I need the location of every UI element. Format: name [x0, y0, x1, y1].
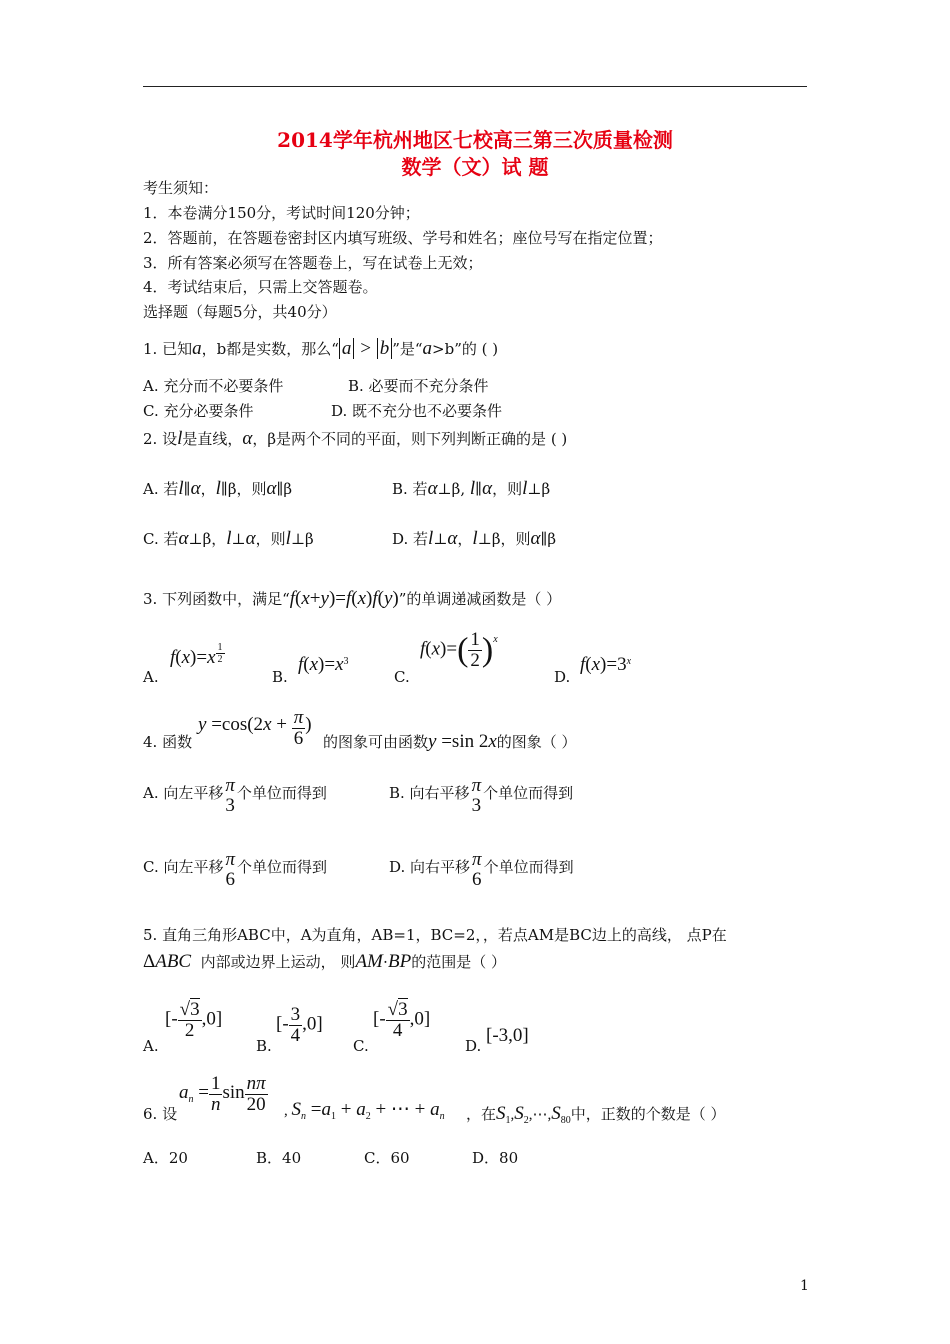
q5-option-d-formula: [-3,0]: [486, 1025, 529, 1046]
q2-option-d: D. 若l⊥α，l⊥β，则α∥β: [392, 528, 557, 549]
q4-option-d: D. 向右平移 π 6 个单位而得到: [389, 849, 574, 890]
q2-option-a: A. 若l∥α，l∥β，则α∥β: [143, 478, 293, 499]
question-3: 3. 下列函数中，满足“f(x+y)=f(x)f(y)”的单调递减函数是（ ）: [143, 588, 562, 609]
q3-option-b-label: B.: [272, 668, 288, 686]
q3-option-c-label: C.: [394, 668, 410, 686]
question-6-label: 6. 设: [143, 1105, 178, 1123]
question-2: 2. 设l是直线，α，β是两个不同的平面，则下列判断正确的是 ( ): [143, 428, 568, 449]
question-4-label: 4. 函数: [143, 733, 193, 751]
q1-option-d: D. 既不充分也不必要条件: [331, 402, 503, 420]
top-rule: [143, 86, 807, 87]
page-number: 1: [800, 1278, 809, 1294]
q5-option-b-label: B.: [256, 1037, 272, 1055]
q2-option-b: B. 若α⊥β, l∥α，则l⊥β: [392, 478, 551, 499]
question-4-text-2: 的图象可由函数y =sin 2x的图象（ ）: [323, 731, 577, 752]
q5-option-b-formula: [- $\frac{3}{4}$ ,0]: [276, 1004, 323, 1046]
q3-option-c-formula: f(x)=( $\frac{1}{2}$ )$^x$: [420, 629, 498, 671]
q6-option-c: C．60: [364, 1149, 410, 1167]
q4-option-c: C. 向左平移 π 6 个单位而得到: [143, 849, 328, 890]
instructions-heading: 考生须知：: [143, 179, 219, 197]
q3-option-d-label: D.: [554, 668, 571, 686]
q1-option-b: B. 必要而不充分条件: [348, 377, 489, 395]
question-6-formula-sn: , $S_n =a_1 + a_2$ + ⋯ + $a_n$: [284, 1099, 445, 1122]
q3-option-b-formula: $f(x)=x^3$: [298, 654, 349, 675]
instruction-item-1: 1．本卷满分150分，考试时间120分钟；: [143, 204, 420, 222]
q6-option-d: D．80: [472, 1149, 519, 1167]
title-line-2: 数学（文）试 题: [401, 155, 549, 179]
instruction-item-4: 4．考试结束后，只需上交答题卷。: [143, 278, 378, 296]
q6-option-b: B．40: [256, 1149, 302, 1167]
instruction-item-3: 3．所有答案必须写在答题卷上，写在试卷上无效；: [143, 254, 483, 272]
q1-option-c: C. 充分必要条件: [143, 402, 254, 420]
question-4-formula-1: y =cos(2x + $\frac{\pi}{6}$ ): [198, 707, 312, 749]
q4-option-a: A. 向左平移 π 3 个单位而得到: [143, 775, 327, 816]
q4-option-b: B. 向右平移 π 3 个单位而得到: [389, 775, 574, 816]
instruction-item-2: 2．答题前，在答题卷密封区内填写班级、学号和姓名；座位号写在指定位置；: [143, 229, 663, 247]
q5-option-a-label: A.: [143, 1037, 159, 1055]
question-6-text-2: ，在$S_1,S_2,\cdots,S_{80}$中，正数的个数是（ ）: [466, 1103, 726, 1126]
question-1: 1. 已知a，b都是实数，那么“ a > b ”是“a>b”的 ( ): [143, 338, 499, 359]
q3-option-a-label: A.: [143, 668, 159, 686]
q2-option-c: C. 若α⊥β，l⊥α，则l⊥β: [143, 528, 314, 549]
q1-option-a: A. 充分而不必要条件: [143, 377, 284, 395]
section-heading: 选择题（每题5分，共40分）: [143, 303, 337, 321]
q5-option-c-label: C.: [353, 1037, 369, 1055]
q5-option-d-label: D.: [465, 1037, 482, 1055]
q6-option-a: A．20: [143, 1149, 188, 1167]
q5-option-c-formula: [- $\frac{√3}{4}$ ,0]: [373, 999, 431, 1041]
q3-option-a-formula: f(x)=x $\frac{1}{2}$: [170, 642, 223, 668]
q3-option-d-formula: $f(x)=3^x$: [580, 654, 632, 675]
title-line-1: 2014学年杭州地区七校高三第三次质量检测: [277, 128, 673, 152]
question-6-formula-an: $a_n$ = $\frac{1}{n}$ sin $\frac{n\pi}{20}$: [179, 1073, 266, 1115]
question-5-line-1: 5. 直角三角形ABC中，A为直角，AB=1，BC=2，，若点AM是BC边上的高线， 点P在: [143, 926, 727, 944]
question-5-line-2: ΔABC 内部或边界上运动， 则AM⋅BP的范围是（ ）: [143, 951, 507, 972]
q5-option-a-formula: [- $\frac{√3}{2}$ ,0]: [165, 999, 223, 1041]
